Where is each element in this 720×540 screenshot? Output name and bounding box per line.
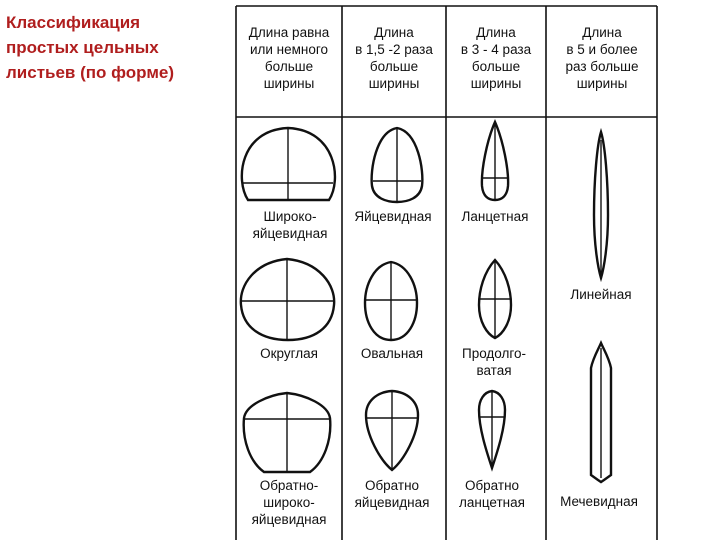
header-2-line-1: Длина — [374, 25, 414, 40]
header-3-line-1: Длина — [476, 25, 516, 40]
label-linear: Линейная — [570, 287, 632, 302]
column-header-1 — [249, 25, 330, 91]
label-oblong-1: Продолго- — [461, 346, 527, 361]
header-3-line-3: больше — [471, 59, 521, 74]
leaf-obovate-broad — [244, 393, 331, 472]
label-ensiform: Мечевидная — [560, 494, 638, 509]
header-4-line-3: раз больше — [565, 59, 639, 74]
leaf-ensiform — [591, 343, 611, 482]
column-header-2 — [355, 25, 433, 91]
label-obovate-broad-3: яйцевидная — [251, 512, 327, 527]
leaf-obovate — [366, 391, 418, 470]
header-2-line-4: ширины — [368, 76, 420, 91]
label-oblanceolate-2: ланцетная — [459, 495, 525, 510]
header-1-line-2: или немного — [249, 42, 329, 57]
leaf-linear — [594, 132, 608, 278]
header-4-line-4: ширины — [576, 76, 628, 91]
header-3-line-4: ширины — [470, 76, 522, 91]
label-obovate-1: Обратно — [364, 478, 420, 493]
slide-title: Классификация простых цельных листьев (по форме) — [6, 13, 175, 82]
header-3-line-2: в 3 - 4 раза — [460, 42, 532, 57]
leaf-oblanceolate — [479, 391, 505, 468]
leaf-round — [241, 259, 334, 340]
header-1-line-1: Длина равна — [248, 25, 330, 40]
label-obovate-broad-2: широко- — [263, 495, 315, 510]
leaf-ovate — [372, 128, 423, 202]
header-4-line-2: в 5 и более — [566, 42, 638, 57]
leaf-oval — [365, 262, 417, 340]
label-ovate: Яйцевидная — [354, 209, 432, 224]
label-broad-ovate-1: Широко- — [263, 209, 317, 224]
leaf-lanceolate — [482, 122, 508, 200]
label-oblanceolate-1: Обратно — [464, 478, 520, 493]
label-lanceolate: Ланцетная — [461, 209, 529, 224]
label-obovate-broad-1: Обратно- — [259, 478, 319, 493]
label-oval: Овальная — [360, 346, 424, 361]
leaf-oblong — [479, 260, 511, 338]
header-2-line-3: больше — [369, 59, 419, 74]
column-header-3 — [461, 25, 532, 91]
header-2-line-2: в 1,5 -2 раза — [355, 42, 433, 57]
column-header-4 — [566, 25, 639, 91]
header-4-line-1: Длина — [582, 25, 622, 40]
header-1-line-4: ширины — [263, 76, 315, 91]
label-obovate-2: яйцевидная — [354, 495, 430, 510]
label-round: Округлая — [260, 346, 318, 361]
leaf-broad-ovate — [242, 128, 335, 200]
label-broad-ovate-2: яйцевидная — [252, 226, 328, 241]
label-oblong-2: ватая — [476, 363, 512, 378]
header-1-line-3: больше — [264, 59, 314, 74]
